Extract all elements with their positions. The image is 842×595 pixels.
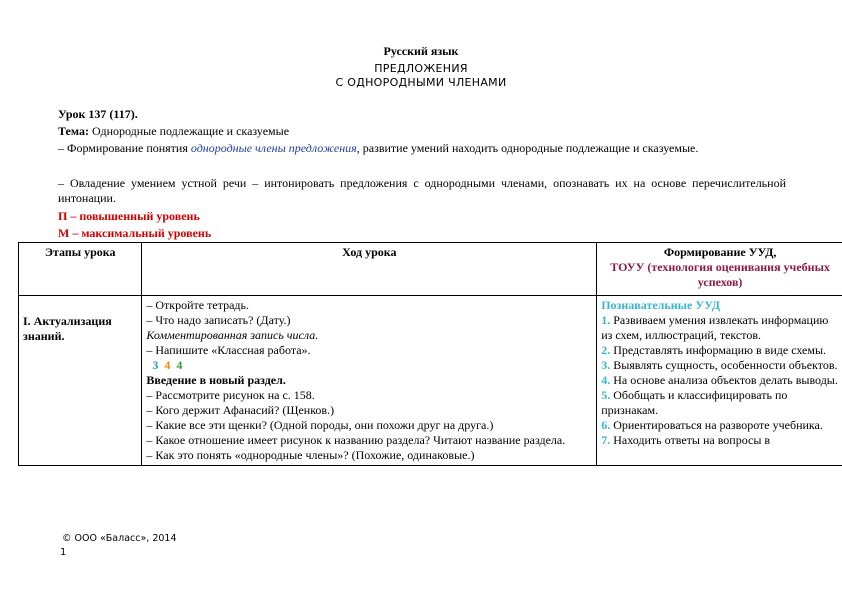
header-stages: Этапы урока <box>19 243 142 296</box>
uud-item <box>601 343 839 358</box>
lesson-topic <box>58 124 786 139</box>
level-numbers <box>146 358 592 373</box>
level-p-legend: П – повышенный уровень <box>58 209 200 223</box>
goal1-term: однородные члены предложения <box>190 141 357 155</box>
level-number: 3 <box>152 358 159 372</box>
topic-text: Однородные подлежащие и сказуемые <box>91 124 290 138</box>
uud-item-number: 5. <box>601 388 611 402</box>
course-section-intro: Введение в новый раздел. <box>146 373 286 387</box>
page-number: 1 <box>60 547 67 558</box>
course-line: – Откройте тетрадь. <box>146 298 249 312</box>
table-row <box>19 296 842 466</box>
course-line: – Рассмотрите рисунок на с. 158. <box>146 388 315 402</box>
course-line: – Напишите «Классная работа». <box>146 343 311 357</box>
uud-item-text: Выявлять сущность, особенности объектов. <box>613 358 838 372</box>
course-line: – Как это понять «однородные члены»? (Похожие, одинаковые.) <box>146 448 475 462</box>
lesson-number: Урок 137 (117). <box>58 107 138 121</box>
course-line: – Какое отношение имеет рисунок к названию раздела? Читают название раздела. <box>146 433 566 447</box>
topic-label: Тема: <box>58 124 89 138</box>
uud-item-text: Ориентироваться на развороте учебника. <box>613 418 823 432</box>
subject-heading: Русский язык <box>383 44 459 58</box>
uud-cell <box>597 296 842 466</box>
level-number: 4 <box>164 358 171 372</box>
lesson-title-line2: С ОДНОРОДНЫМИ ЧЛЕНАМИ <box>335 76 507 89</box>
lesson-title-line1: ПРЕДЛОЖЕНИЯ <box>374 62 468 75</box>
uud-item-text: Обобщать и классифицировать по признакам. <box>601 388 788 417</box>
uud-item-number: 1. <box>601 313 611 327</box>
uud-item <box>601 418 839 433</box>
course-cell <box>142 296 597 466</box>
table-header-row <box>19 243 842 296</box>
uud-item-text: Находить ответы на вопросы в <box>613 433 771 447</box>
level-m-legend: М – максимальный уровень <box>58 226 212 240</box>
goal1-suffix: , развитие умений находить однородные подлежащие и сказуемые. <box>356 141 699 155</box>
uud-section-title: Познавательные УУД <box>601 298 721 312</box>
uud-item <box>601 388 839 418</box>
uud-item-number: 7. <box>601 433 611 447</box>
uud-item-text: Представлять информацию в виде схемы. <box>613 343 827 357</box>
uud-item-number: 4. <box>601 373 611 387</box>
uud-item-number: 3. <box>601 358 611 372</box>
stage-cell: I. Актуализация знаний. <box>19 296 142 466</box>
lesson-plan-table <box>18 242 842 466</box>
uud-item-text: Развиваем умения извлекать информацию из схем, иллюстраций, текстов. <box>601 313 829 342</box>
course-line: – Кого держит Афанасий? (Щенков.) <box>146 403 335 417</box>
header-course: Ход урока <box>142 243 597 296</box>
uud-item <box>601 358 839 373</box>
uud-item-number: 6. <box>601 418 611 432</box>
uud-item <box>601 313 839 343</box>
header-uud <box>597 243 842 296</box>
course-line: – Какие все эти щенки? (Одной породы, они похожи друг на друга.) <box>146 418 494 432</box>
header-uud-title: Формирование УУД, <box>663 245 777 259</box>
lesson-goal-1 <box>58 141 786 156</box>
uud-item <box>601 433 839 448</box>
goal1-prefix: – Формирование понятия <box>58 141 191 155</box>
level-number: 4 <box>176 358 183 372</box>
uud-item <box>601 373 839 388</box>
course-line: – Что надо записать? (Дату.) <box>146 313 291 327</box>
copyright-notice: © ООО «Баласс», 2014 <box>62 533 177 544</box>
lesson-goal-2: – Овладение умением устной речи – интонировать предложения с однородными членами, опознавать их на основе перечислительной интонации. <box>58 176 786 205</box>
uud-item-text: На основе анализа объектов делать выводы. <box>613 373 838 387</box>
header-uud-subtitle: ТОУУ (технология оценивания учебных успехов) <box>610 260 830 289</box>
uud-item-number: 2. <box>601 343 611 357</box>
course-line: Комментированная запись числа. <box>146 328 319 342</box>
